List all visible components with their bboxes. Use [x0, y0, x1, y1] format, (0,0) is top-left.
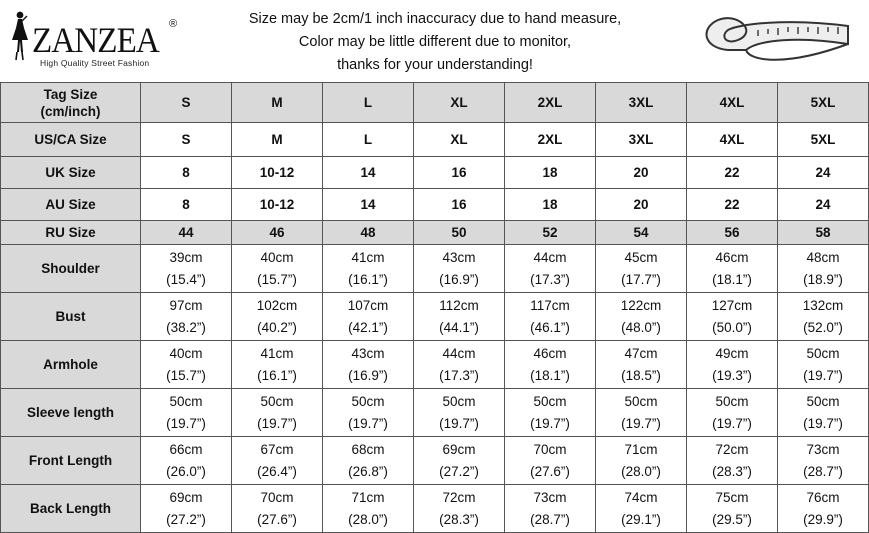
- measurement-cell: [778, 389, 869, 437]
- measurement-cell: [141, 293, 232, 341]
- cm-value: 97cm: [169, 297, 203, 313]
- inch-value: (19.7”): [257, 415, 297, 431]
- inch-value: (38.2”): [166, 319, 206, 335]
- cm-value: 50cm: [715, 393, 749, 409]
- cm-value: 49cm: [715, 345, 749, 361]
- size-cell: 14: [323, 189, 414, 221]
- measurement-cell: [596, 485, 687, 533]
- table-row: [1, 245, 869, 293]
- measurement-cell: [596, 437, 687, 485]
- cm-value: 69cm: [442, 441, 476, 457]
- cm-value: 102cm: [256, 297, 298, 313]
- inch-value: (19.7”): [712, 415, 752, 431]
- cm-value: 50cm: [442, 393, 476, 409]
- cm-value: 41cm: [260, 345, 294, 361]
- measurement-cell: [596, 389, 687, 437]
- size-cell: XL: [414, 123, 505, 157]
- measurement-cell: [505, 245, 596, 293]
- cm-value: 50cm: [624, 393, 658, 409]
- cm-value: 71cm: [624, 441, 658, 457]
- inch-value: (29.5”): [712, 511, 752, 527]
- cm-value: 50cm: [169, 393, 203, 409]
- measurement-cell: [778, 485, 869, 533]
- size-cell: 5XL: [778, 123, 869, 157]
- measurement-cell: [232, 437, 323, 485]
- notice-line: thanks for your understanding!: [337, 57, 533, 73]
- row-label: US/CA Size: [1, 123, 141, 157]
- size-cell: 16: [414, 189, 505, 221]
- measurement-notice: [200, 8, 670, 77]
- row-label: UK Size: [1, 157, 141, 189]
- inch-value: (19.7”): [439, 415, 479, 431]
- size-cell: XL: [414, 83, 505, 123]
- table-row: [1, 389, 869, 437]
- size-cell: 20: [596, 189, 687, 221]
- measuring-tape-icon: [698, 10, 858, 72]
- measurement-cell: [687, 245, 778, 293]
- cm-value: 73cm: [533, 489, 567, 505]
- row-label: AU Size: [1, 189, 141, 221]
- cm-value: 76cm: [806, 489, 840, 505]
- inch-value: (17.3”): [530, 271, 570, 287]
- measurement-cell: [687, 485, 778, 533]
- cm-value: 70cm: [260, 489, 294, 505]
- size-cell: 2XL: [505, 123, 596, 157]
- cm-value: 50cm: [806, 345, 840, 361]
- size-cell: 18: [505, 157, 596, 189]
- measurement-cell: [596, 293, 687, 341]
- inch-value: (26.4”): [257, 463, 297, 479]
- inch-value: (15.7”): [166, 367, 206, 383]
- measurement-rows: [1, 245, 869, 533]
- inch-value: (27.6”): [257, 511, 297, 527]
- cm-value: 44cm: [533, 249, 567, 265]
- inch-value: (15.7”): [257, 271, 297, 287]
- measurement-cell: [414, 245, 505, 293]
- measurement-cell: [141, 341, 232, 389]
- cm-value: 132cm: [802, 297, 844, 313]
- inch-value: (44.1”): [439, 319, 479, 335]
- notice-line: Color may be little different due to monitor,: [298, 34, 572, 50]
- size-cell: 4XL: [687, 83, 778, 123]
- inch-value: (40.2”): [257, 319, 297, 335]
- inch-value: (15.4”): [166, 271, 206, 287]
- measurement-cell: [141, 389, 232, 437]
- brand-tagline: High Quality Street Fashion: [40, 58, 150, 68]
- size-cell: 8: [141, 189, 232, 221]
- cm-value: 74cm: [624, 489, 658, 505]
- cm-value: 71cm: [351, 489, 385, 505]
- size-cell: 24: [778, 189, 869, 221]
- inch-value: (16.1”): [348, 271, 388, 287]
- cm-value: 117cm: [530, 297, 570, 313]
- cm-value: 46cm: [715, 249, 749, 265]
- size-cell: 18: [505, 189, 596, 221]
- inch-value: (16.9”): [439, 271, 479, 287]
- measurement-cell: [141, 245, 232, 293]
- measurement-cell: [505, 341, 596, 389]
- size-cell: 24: [778, 157, 869, 189]
- measurement-cell: [505, 485, 596, 533]
- measurement-cell: [414, 341, 505, 389]
- inch-value: (28.0”): [621, 463, 661, 479]
- cm-value: 48cm: [806, 249, 840, 265]
- inch-value: (18.1”): [712, 271, 752, 287]
- inch-value: (28.7”): [530, 511, 570, 527]
- size-cell: 4XL: [687, 123, 778, 157]
- size-cell: S: [141, 123, 232, 157]
- size-cell: 22: [687, 189, 778, 221]
- size-cell: 48: [323, 221, 414, 245]
- inch-value: (18.5”): [621, 367, 661, 383]
- size-cell: 16: [414, 157, 505, 189]
- inch-value: (17.7”): [621, 271, 661, 287]
- inch-value: (18.9”): [803, 271, 843, 287]
- measurement-cell: [687, 341, 778, 389]
- table-row: [1, 157, 869, 189]
- inch-value: (19.7”): [621, 415, 661, 431]
- table-row: [1, 189, 869, 221]
- inch-value: (52.0”): [803, 319, 843, 335]
- inch-value: (19.3”): [712, 367, 752, 383]
- table-row: [1, 221, 869, 245]
- size-cell: 56: [687, 221, 778, 245]
- row-label: Back Length: [1, 485, 141, 533]
- inch-value: (27.2”): [439, 463, 479, 479]
- size-cell: 3XL: [596, 123, 687, 157]
- size-cell: 14: [323, 157, 414, 189]
- measurement-cell: [505, 293, 596, 341]
- inch-value: (28.3”): [439, 511, 479, 527]
- cm-value: 40cm: [260, 249, 294, 265]
- inch-value: (16.1”): [257, 367, 297, 383]
- measurement-cell: [778, 293, 869, 341]
- cm-value: 112cm: [439, 297, 479, 313]
- inch-value: (29.9”): [803, 511, 843, 527]
- table-row: [1, 485, 869, 533]
- cm-value: 50cm: [806, 393, 840, 409]
- cm-value: 45cm: [624, 249, 658, 265]
- measurement-cell: [778, 437, 869, 485]
- size-cell: M: [232, 123, 323, 157]
- inch-value: (48.0”): [621, 319, 661, 335]
- measurement-cell: [505, 437, 596, 485]
- measurement-cell: [323, 389, 414, 437]
- row-label: Tag Size (cm/inch): [1, 83, 141, 123]
- cm-value: 107cm: [347, 297, 389, 313]
- measurement-cell: [232, 485, 323, 533]
- size-cell: 46: [232, 221, 323, 245]
- size-cell: 44: [141, 221, 232, 245]
- size-cell: 10-12: [232, 189, 323, 221]
- cm-value: 50cm: [533, 393, 567, 409]
- cm-value: 69cm: [169, 489, 203, 505]
- woman-silhouette-icon: [8, 10, 32, 62]
- brand-logo: [6, 8, 186, 68]
- cm-value: 127cm: [711, 297, 753, 313]
- cm-value: 43cm: [351, 345, 385, 361]
- measurement-cell: [596, 341, 687, 389]
- table-row: [1, 341, 869, 389]
- size-cell: 52: [505, 221, 596, 245]
- measurement-cell: [232, 293, 323, 341]
- size-cell: 2XL: [505, 83, 596, 123]
- cm-value: 75cm: [715, 489, 749, 505]
- measurement-cell: [232, 341, 323, 389]
- measurement-cell: [323, 341, 414, 389]
- cm-value: 70cm: [533, 441, 567, 457]
- row-label: Bust: [1, 293, 141, 341]
- inch-value: (50.0”): [712, 319, 752, 335]
- notice-line: Size may be 2cm/1 inch inaccuracy due to hand measure,: [248, 11, 622, 27]
- cm-value: 41cm: [351, 249, 385, 265]
- size-cell: 10-12: [232, 157, 323, 189]
- cm-value: 72cm: [442, 489, 476, 505]
- inch-value: (18.1”): [530, 367, 570, 383]
- cm-value: 40cm: [169, 345, 203, 361]
- measurement-cell: [505, 389, 596, 437]
- size-cell: 22: [687, 157, 778, 189]
- cm-value: 46cm: [533, 345, 567, 361]
- row-label: Shoulder: [1, 245, 141, 293]
- measurement-cell: [778, 341, 869, 389]
- size-cell: M: [232, 83, 323, 123]
- row-label: Sleeve length: [1, 389, 141, 437]
- size-table: [0, 82, 869, 533]
- measurement-cell: [323, 245, 414, 293]
- size-cell: 20: [596, 157, 687, 189]
- size-cell: 54: [596, 221, 687, 245]
- inch-value: (28.3”): [712, 463, 752, 479]
- cm-value: 66cm: [169, 441, 203, 457]
- inch-value: (19.7”): [803, 367, 843, 383]
- measurement-cell: [596, 245, 687, 293]
- table-row: [1, 437, 869, 485]
- size-cell: L: [323, 123, 414, 157]
- inch-value: (26.8”): [348, 463, 388, 479]
- measurement-cell: [141, 485, 232, 533]
- inch-value: (28.7”): [803, 463, 843, 479]
- inch-value: (46.1”): [530, 319, 570, 335]
- cm-value: 43cm: [442, 249, 476, 265]
- size-cell: L: [323, 83, 414, 123]
- inch-value: (27.2”): [166, 511, 206, 527]
- cm-value: 122cm: [620, 297, 662, 313]
- inch-value: (19.7”): [166, 415, 206, 431]
- size-cell: 5XL: [778, 83, 869, 123]
- measurement-cell: [323, 485, 414, 533]
- measurement-cell: [141, 437, 232, 485]
- measurement-cell: [414, 485, 505, 533]
- inch-value: (26.0”): [166, 463, 206, 479]
- inch-value: (19.7”): [348, 415, 388, 431]
- size-cell: 50: [414, 221, 505, 245]
- measurement-cell: [323, 293, 414, 341]
- registered-mark: ®: [169, 18, 178, 30]
- cm-value: 73cm: [806, 441, 840, 457]
- row-label: RU Size: [1, 221, 141, 245]
- header: [0, 0, 869, 82]
- cm-value: 72cm: [715, 441, 749, 457]
- measurement-cell: [687, 389, 778, 437]
- measurement-cell: [778, 245, 869, 293]
- inch-value: (28.0”): [348, 511, 388, 527]
- inch-value: (19.7”): [530, 415, 570, 431]
- measurement-cell: [687, 437, 778, 485]
- measurement-cell: [232, 245, 323, 293]
- measurement-cell: [414, 293, 505, 341]
- cm-value: 50cm: [260, 393, 294, 409]
- row-label: Front Length: [1, 437, 141, 485]
- cm-value: 44cm: [442, 345, 476, 361]
- size-cell: 8: [141, 157, 232, 189]
- inch-value: (42.1”): [348, 319, 388, 335]
- size-cell: S: [141, 83, 232, 123]
- size-cell: 3XL: [596, 83, 687, 123]
- cm-value: 50cm: [351, 393, 385, 409]
- measurement-cell: [687, 293, 778, 341]
- cm-value: 47cm: [624, 345, 658, 361]
- table-row: [1, 123, 869, 157]
- row-label: Armhole: [1, 341, 141, 389]
- inch-value: (17.3”): [439, 367, 479, 383]
- inch-value: (16.9”): [348, 367, 388, 383]
- size-cell: 58: [778, 221, 869, 245]
- cm-value: 68cm: [351, 441, 385, 457]
- measurement-cell: [414, 437, 505, 485]
- table-row: [1, 293, 869, 341]
- cm-value: 39cm: [169, 249, 203, 265]
- table-row: [1, 83, 869, 123]
- inch-value: (29.1”): [621, 511, 661, 527]
- cm-value: 67cm: [260, 441, 294, 457]
- measurement-cell: [414, 389, 505, 437]
- inch-value: (19.7”): [803, 415, 843, 431]
- inch-value: (27.6”): [530, 463, 570, 479]
- measurement-cell: [232, 389, 323, 437]
- brand-name: ZANZEA: [32, 20, 159, 60]
- measurement-cell: [323, 437, 414, 485]
